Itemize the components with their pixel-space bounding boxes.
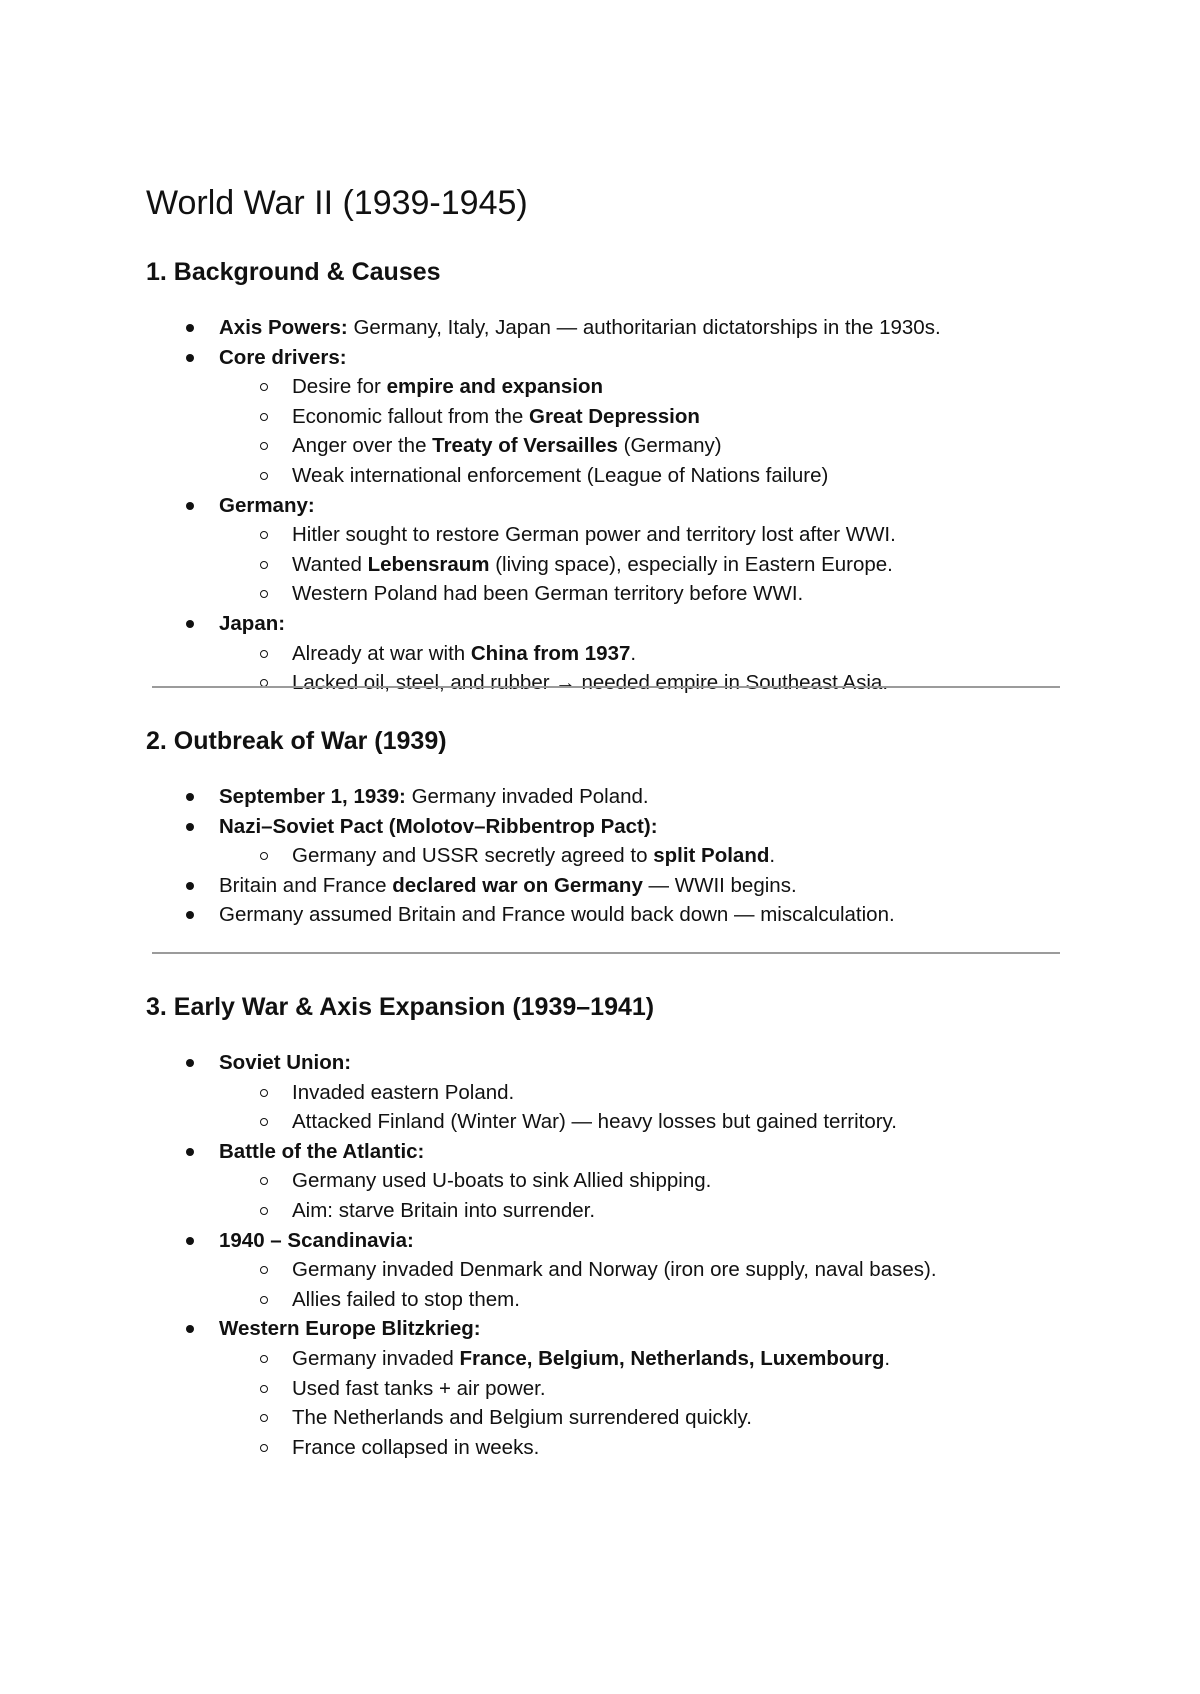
list-item bbox=[146, 1226, 1066, 1315]
bullet-dot-icon bbox=[186, 911, 194, 919]
list-item bbox=[146, 1314, 1066, 1462]
hollow-circle-bullet-icon bbox=[260, 472, 268, 480]
text-run: (Germany) bbox=[617, 434, 722, 458]
sub-list-item-text bbox=[292, 461, 1066, 491]
text-run: Germany invaded Denmark and Norway (iron ore supply, naval bases). bbox=[292, 1258, 937, 1282]
text-run: Already at war with bbox=[292, 641, 471, 665]
sub-list-item bbox=[219, 431, 1066, 461]
list-item bbox=[146, 1048, 1066, 1137]
list-item bbox=[146, 491, 1066, 609]
sub-list-item bbox=[219, 402, 1066, 432]
text-run: Western Poland had been German territory before WWI. bbox=[292, 582, 804, 606]
bold-text-run: split Poland bbox=[653, 844, 770, 868]
text-run: Lacked oil, steel, and rubber → needed empire in Southeast Asia. bbox=[292, 671, 889, 695]
document-title: World War II (1939-1945) bbox=[146, 184, 528, 222]
sub-list-item-text bbox=[292, 372, 1066, 402]
hollow-circle-bullet-icon bbox=[260, 590, 268, 598]
sub-list-item bbox=[219, 520, 1066, 550]
hollow-circle-bullet-icon bbox=[260, 383, 268, 391]
bold-text-run: Lebensraum bbox=[367, 552, 490, 576]
list-item bbox=[146, 609, 1066, 698]
sub-list-item-text bbox=[292, 668, 1066, 698]
bold-text-run: 1940 – Scandinavia: bbox=[219, 1228, 414, 1252]
text-run: . bbox=[769, 844, 776, 868]
bold-text-run: Western Europe Blitzkrieg: bbox=[219, 1317, 481, 1341]
hollow-circle-bullet-icon bbox=[260, 852, 268, 860]
sub-list-item bbox=[219, 1403, 1066, 1433]
section-heading: 1. Background & Causes bbox=[146, 258, 441, 286]
sub-list-item-text bbox=[292, 841, 1066, 871]
bullet-dot-icon bbox=[186, 324, 194, 332]
text-run: Germany invaded Poland. bbox=[405, 785, 649, 808]
list-item-text bbox=[219, 313, 1066, 343]
hollow-circle-bullet-icon bbox=[260, 1207, 268, 1215]
text-run: Wanted bbox=[292, 552, 368, 576]
list-item-text bbox=[219, 812, 1066, 842]
sub-list-item bbox=[219, 1285, 1066, 1315]
hollow-circle-bullet-icon bbox=[260, 1296, 268, 1304]
sub-list-item bbox=[219, 841, 1066, 871]
text-run: Attacked Finland (Winter War) — heavy losses but gained territory. bbox=[292, 1110, 897, 1134]
sub-list-item bbox=[219, 1344, 1066, 1374]
bullet-dot-icon bbox=[186, 1059, 194, 1067]
bold-text-run: Nazi–Soviet Pact (Molotov–Ribbentrop Pact): bbox=[219, 814, 658, 838]
bullet-dot-icon bbox=[186, 620, 194, 628]
bold-text-run: empire and expansion bbox=[386, 375, 604, 399]
hollow-circle-bullet-icon bbox=[260, 1266, 268, 1274]
list-item-text bbox=[219, 1137, 1066, 1167]
sub-list-item-text bbox=[292, 1433, 1066, 1463]
sub-list-item-text bbox=[292, 1344, 1066, 1374]
bullet-dot-icon bbox=[186, 1237, 194, 1245]
bold-text-run: declared war on Germany bbox=[392, 873, 643, 897]
text-run: Hitler sought to restore German power and territory lost after WWI. bbox=[292, 523, 896, 547]
bullet-dot-icon bbox=[186, 1148, 194, 1156]
sub-list-item-text bbox=[292, 1196, 1066, 1226]
sub-list-item bbox=[219, 372, 1066, 402]
hollow-circle-bullet-icon bbox=[260, 1118, 268, 1126]
sub-list-item-text bbox=[292, 1255, 1066, 1285]
text-run: Germany, Italy, Japan — authoritarian dictatorships in the 1930s. bbox=[347, 316, 941, 339]
list-item bbox=[146, 343, 1066, 491]
sub-list-item bbox=[219, 579, 1066, 609]
sub-bullet-list bbox=[219, 1078, 1066, 1137]
list-item-text bbox=[219, 1226, 1066, 1256]
bold-text-run: France, Belgium, Netherlands, Luxembourg bbox=[459, 1346, 885, 1370]
bold-text-run: China from 1937 bbox=[470, 641, 631, 665]
sub-list-item-text bbox=[292, 1374, 1066, 1404]
bullet-dot-icon bbox=[186, 882, 194, 890]
sub-list-item bbox=[219, 1374, 1066, 1404]
hollow-circle-bullet-icon bbox=[260, 1177, 268, 1185]
bullet-dot-icon bbox=[186, 354, 194, 362]
section-background-causes bbox=[146, 255, 1066, 698]
bold-text-run: Core drivers: bbox=[219, 345, 347, 369]
hollow-circle-bullet-icon bbox=[260, 1444, 268, 1452]
text-run: Germany invaded bbox=[292, 1346, 460, 1370]
sub-bullet-list bbox=[219, 841, 1066, 871]
list-item-text bbox=[219, 782, 1066, 812]
text-run: Germany assumed Britain and France would back down — miscalculation. bbox=[219, 903, 895, 927]
hollow-circle-bullet-icon bbox=[260, 1414, 268, 1422]
sub-bullet-list bbox=[219, 1344, 1066, 1462]
sub-list-item-text bbox=[292, 550, 1066, 580]
list-item bbox=[146, 871, 1066, 901]
text-run: Desire for bbox=[292, 375, 387, 399]
section-early-war-axis-expansion bbox=[146, 990, 1066, 1462]
list-item-text bbox=[219, 491, 1066, 521]
bullet-list bbox=[146, 782, 1066, 930]
text-run: Britain and France bbox=[219, 873, 393, 897]
bold-text-run: Japan: bbox=[219, 611, 286, 635]
bold-text-run: Battle of the Atlantic: bbox=[219, 1139, 425, 1163]
list-item-text bbox=[219, 900, 1066, 930]
text-run: Germany and USSR secretly agreed to bbox=[292, 844, 654, 868]
sub-list-item-text bbox=[292, 1107, 1066, 1137]
sub-list-item-text bbox=[292, 402, 1066, 432]
text-run: (living space), especially in Eastern Europe. bbox=[489, 552, 893, 576]
sub-list-item bbox=[219, 461, 1066, 491]
sub-list-item-text bbox=[292, 639, 1066, 669]
list-item-text bbox=[219, 1048, 1066, 1078]
section-heading: 3. Early War & Axis Expansion (1939–1941) bbox=[146, 993, 655, 1021]
sub-bullet-list bbox=[219, 1255, 1066, 1314]
list-item bbox=[146, 1137, 1066, 1226]
text-run: Weak international enforcement (League of Nations failure) bbox=[292, 463, 829, 487]
hollow-circle-bullet-icon bbox=[260, 561, 268, 569]
section-divider bbox=[152, 686, 1060, 688]
list-item bbox=[146, 782, 1066, 812]
list-item-text bbox=[219, 343, 1066, 373]
list-item-text bbox=[219, 609, 1066, 639]
bold-text-run: Great Depression bbox=[529, 404, 700, 428]
sub-list-item bbox=[219, 1433, 1066, 1463]
text-run: Invaded eastern Poland. bbox=[292, 1080, 515, 1104]
bold-text-run: Soviet Union: bbox=[219, 1051, 352, 1074]
sub-bullet-list bbox=[219, 520, 1066, 609]
bold-text-run: Axis Powers: bbox=[219, 316, 348, 339]
hollow-circle-bullet-icon bbox=[260, 1089, 268, 1097]
bold-text-run: Germany: bbox=[219, 493, 315, 517]
text-run: — WWII begins. bbox=[642, 873, 797, 897]
sub-bullet-list bbox=[219, 1166, 1066, 1225]
text-run: France collapsed in weeks. bbox=[292, 1435, 540, 1459]
hollow-circle-bullet-icon bbox=[260, 1385, 268, 1393]
sub-list-item bbox=[219, 1196, 1066, 1226]
section-outbreak-of-war bbox=[146, 724, 1066, 930]
text-run: . bbox=[884, 1346, 891, 1370]
sub-list-item-text bbox=[292, 1166, 1066, 1196]
bullet-dot-icon bbox=[186, 793, 194, 801]
list-item bbox=[146, 313, 1066, 343]
sub-list-item bbox=[219, 1255, 1066, 1285]
hollow-circle-bullet-icon bbox=[260, 413, 268, 421]
sub-list-item bbox=[219, 1107, 1066, 1137]
sub-list-item bbox=[219, 1166, 1066, 1196]
text-run: . bbox=[630, 641, 637, 665]
text-run: Economic fallout from the bbox=[292, 404, 529, 428]
section-divider bbox=[152, 952, 1060, 954]
text-run: Germany used U-boats to sink Allied shipping. bbox=[292, 1169, 712, 1193]
sub-list-item-text bbox=[292, 1403, 1066, 1433]
text-run: Allies failed to stop them. bbox=[292, 1287, 520, 1311]
bullet-dot-icon bbox=[186, 502, 194, 510]
list-item bbox=[146, 900, 1066, 930]
text-run: Aim: starve Britain into surrender. bbox=[292, 1198, 596, 1222]
list-item-text bbox=[219, 1314, 1066, 1344]
bullet-dot-icon bbox=[186, 823, 194, 831]
sub-bullet-list bbox=[219, 639, 1066, 698]
section-heading: 2. Outbreak of War (1939) bbox=[146, 727, 447, 755]
bullet-dot-icon bbox=[186, 1325, 194, 1333]
bold-text-run: September 1, 1939: bbox=[219, 785, 406, 808]
text-run: The Netherlands and Belgium surrendered quickly. bbox=[292, 1406, 752, 1430]
hollow-circle-bullet-icon bbox=[260, 1355, 268, 1363]
text-run: Used fast tanks + air power. bbox=[292, 1376, 546, 1400]
sub-list-item bbox=[219, 550, 1066, 580]
hollow-circle-bullet-icon bbox=[260, 442, 268, 450]
hollow-circle-bullet-icon bbox=[260, 531, 268, 539]
sub-list-item bbox=[219, 668, 1066, 698]
bold-text-run: Treaty of Versailles bbox=[432, 434, 618, 458]
sub-list-item-text bbox=[292, 431, 1066, 461]
bullet-list bbox=[146, 1048, 1066, 1462]
sub-list-item-text bbox=[292, 579, 1066, 609]
text-run: Anger over the bbox=[292, 434, 433, 458]
hollow-circle-bullet-icon bbox=[260, 650, 268, 658]
bullet-list bbox=[146, 313, 1066, 698]
list-item bbox=[146, 812, 1066, 871]
sub-list-item bbox=[219, 639, 1066, 669]
list-item-text bbox=[219, 871, 1066, 901]
sub-list-item-text bbox=[292, 520, 1066, 550]
sub-list-item bbox=[219, 1078, 1066, 1108]
sub-list-item-text bbox=[292, 1078, 1066, 1108]
sub-list-item-text bbox=[292, 1285, 1066, 1315]
sub-bullet-list bbox=[219, 372, 1066, 490]
